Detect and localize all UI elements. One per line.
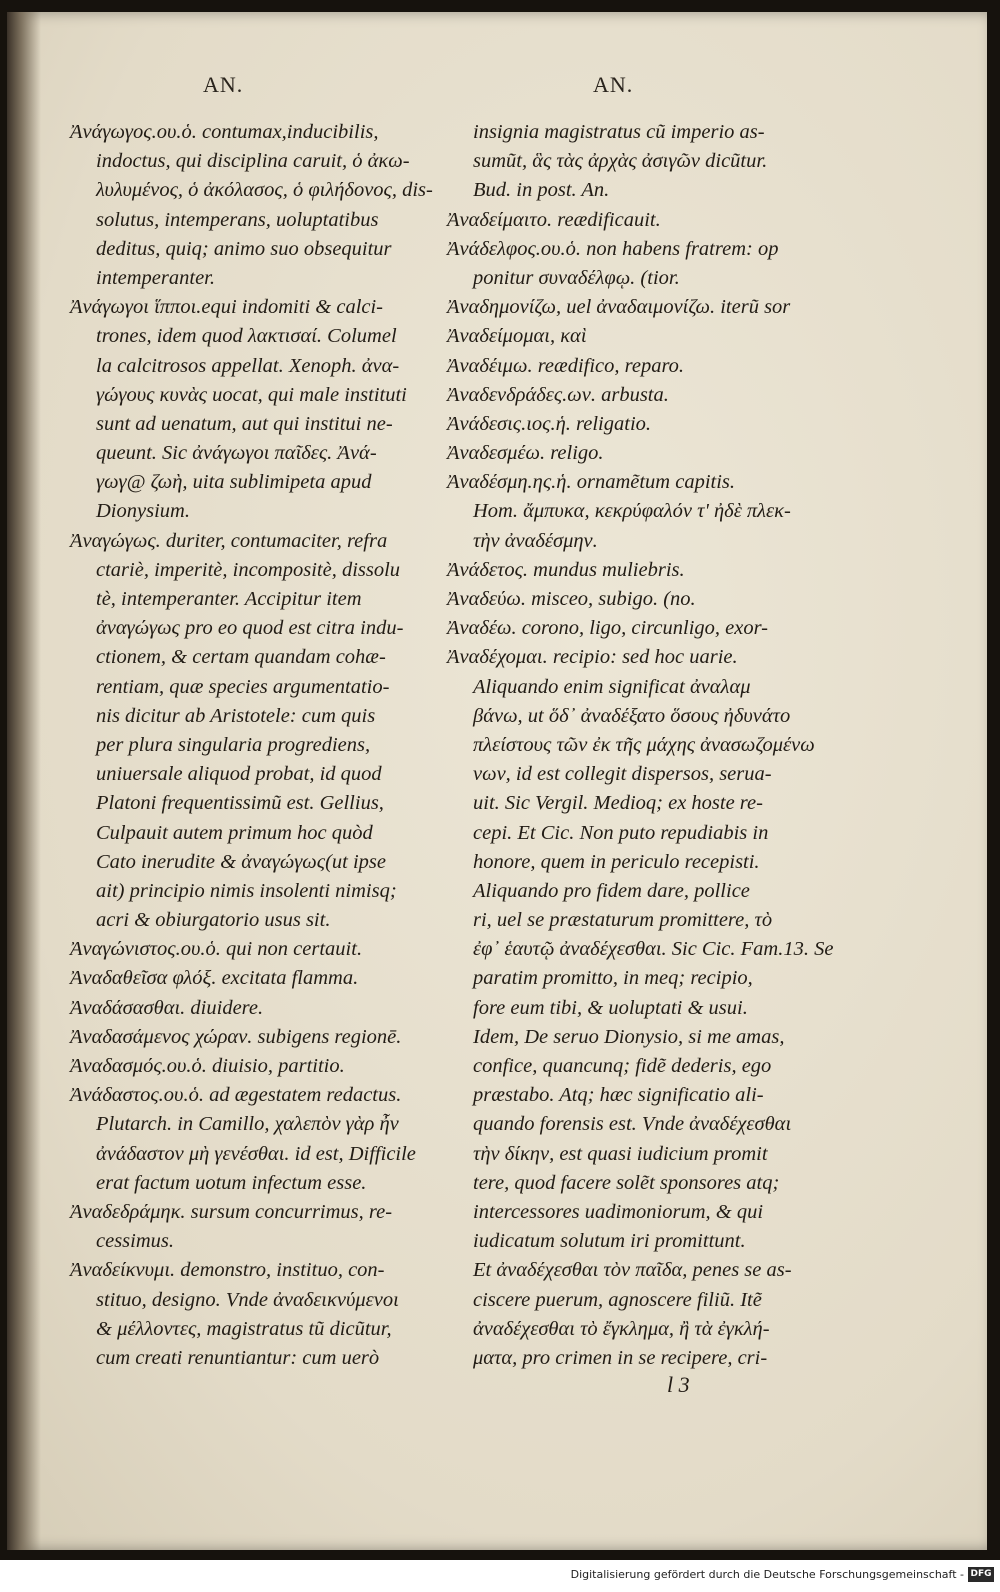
text-line: cum creati renuntiantur: cum uerò [96, 1346, 380, 1369]
text-line: λυλυμένος, ὁ ἀκόλασος, ὁ φιλήδονος, dis- [96, 179, 433, 202]
text-line: fore eum tibi, & uoluptati & usui. [473, 996, 748, 1019]
text-line: Ἀνάγωγοι ἵπποι.equi indomiti & calci- [70, 296, 384, 319]
text-line: Ἀναδείμομαι, καὶ [447, 325, 587, 348]
text-line: Ἀνάδεσις.ιος.ἡ. religatio. [447, 412, 652, 435]
text-line: Ἀνάγωγος.ου.ὁ. contumax,inducibilis, [70, 121, 379, 143]
running-head-left: AN. [203, 72, 244, 97]
text-line: πλείστους τῶν ἐκ τῆς μάχης ἀνασωζομένω [473, 733, 815, 756]
text-line: Ἀναδείμαιτο. reædificauit. [447, 208, 661, 231]
text-line: nis dicitur ab Aristotele: cum quis [96, 704, 376, 727]
text-line: Ἀναδέσμη.ης.ἡ. ornamẽtum capitis. [447, 471, 736, 494]
text-line: Ἀνάδετος. mundus muliebris. [447, 558, 685, 581]
text-line: solutus, intemperans, uoluptatibus [96, 208, 379, 231]
text-line: ri, uel se præstaturum promittere, τὸ [473, 909, 773, 932]
text-line: quando forensis est. Vnde ἀναδέχεσθαι [473, 1113, 792, 1136]
text-line: ponitur συναδέλφῳ. (tior. [473, 266, 680, 289]
text-line: Aliquando enim significat ἀναλαμ [473, 675, 751, 698]
text-line: honore, quem in periculo recepisti. [473, 850, 760, 873]
text-line: cessimus. [96, 1230, 175, 1253]
book-page [7, 12, 987, 1550]
text-line: & μέλλοντες, magistratus tũ dicũtur, [96, 1317, 392, 1340]
text-line: deditus, quiq; animo suo obsequitur [96, 237, 392, 260]
text-line: cepi. Et Cic. Non puto repudiabis in [473, 821, 769, 844]
running-head-right: AN. [593, 72, 634, 97]
dfg-logo: DFG [968, 1567, 994, 1582]
text-line: Dionysium. [96, 500, 190, 523]
text-line: Hom. ἄμπυκα, κεκρύφαλόν τ' ἠδὲ πλεκ- [473, 500, 791, 523]
text-line: uniuersale aliquod probat, id quod [96, 763, 382, 786]
text-line: tere, quod facere solẽt sponsores atq; [473, 1171, 780, 1194]
text-line: Bud. in post. An. [473, 179, 610, 202]
text-line: per plura singularia progrediens, [96, 733, 371, 756]
text-line: confice, quancunq; fidẽ dederis, ego [473, 1055, 772, 1077]
text-line: trones, idem quod λακτισαί. Columel [96, 325, 397, 348]
text-line: Ἀναδάσασθαι. diuidere. [70, 996, 264, 1019]
text-line: Ἀναδεσμέω. religo. [447, 442, 604, 465]
text-line: ctionem, & certam quandam cohæ- [96, 646, 386, 669]
text-line: indoctus, qui disciplina caruit, ὁ ἀκω- [96, 150, 410, 173]
footer-credit: Digitalisierung gefördert durch die Deutsche Forschungsgemeinschaft - [570, 1568, 964, 1581]
text-line: γωγ@ ζωὴ, uita sublimipeta apud [96, 471, 372, 494]
text-line: Plutarch. in Camillo, χαλεπὸν γὰρ ἦν [96, 1113, 399, 1136]
text-line: ἀναγώγως pro eo quod est citra indu- [96, 617, 404, 640]
text-line: stituo, designo. Vnde ἀναδεικνύμενοι [96, 1288, 399, 1311]
text-line: Ἀναδέιμω. reædifico, reparo. [447, 354, 685, 377]
text-line: queunt. Sic ἀνάγωγοι παῖδες. Ἀνά- [96, 442, 377, 465]
text-line: Ἀναδασάμενος χώραν. subigens regionē. [70, 1025, 402, 1048]
digitization-footer [0, 1560, 1000, 1592]
text-line: Ἀναδέχομαι. recipio: sed hoc uarie. [447, 646, 738, 669]
text-line: Idem, De seruo Dionysio, si me amas, [473, 1025, 785, 1048]
text-line: ἀναδέχεσθαι τὸ ἔγκλημα, ἢ τὰ ἐγκλή- [473, 1317, 770, 1340]
text-line: Et ἀναδέχεσθαι τὸν παῖδα, penes se as- [473, 1259, 792, 1282]
text-line: uit. Sic Vergil. Medioq; ex hoste re- [473, 792, 763, 815]
text-line: intercessores uadimoniorum, & qui [473, 1200, 764, 1223]
text-line: ciscere puerum, agnoscere filiũ. Itẽ [473, 1288, 762, 1311]
text-line: la calcitrosos appellat. Xenoph. ἀνα- [96, 354, 400, 377]
text-line: Ἀναδασμός.ου.ὁ. diuisio, partitio. [70, 1055, 345, 1077]
text-line: βάνω, ut ὅδ᾽ ἀναδέξατο ὅσους ἠδυνάτο [473, 704, 791, 727]
text-line: νων, id est collegit dispersos, serua- [473, 763, 772, 786]
text-line: Ἀναδεύω. misceo, subigo. (no. [447, 588, 696, 610]
text-line: Platoni frequentissimũ est. Gellius, [96, 792, 384, 815]
text-line: Ἀναγώγως. duriter, contumaciter, refra [70, 529, 388, 552]
text-line: Culpauit autem primum hoc quòd [96, 821, 373, 844]
text-line: ἀνάδαστον μὴ γενέσθαι. id est, Difficile [96, 1142, 416, 1165]
text-line: ἐφ᾽ ἑαυτῷ ἀναδέχεσθαι. Sic Cic. Fam.13. Se [473, 938, 834, 961]
text-line: præstabo. Atq; hæc significatio ali- [473, 1084, 764, 1107]
text-line: ait) principio nimis insolenti nimisq; [96, 879, 397, 902]
text-line: erat factum uotum infectum esse. [96, 1171, 367, 1194]
text-line: Ἀναδαθεῖσα φλόξ. excitata flamma. [70, 967, 359, 990]
left-column [70, 118, 440, 1373]
text-line: sumũt, ἃς τὰς ἀρχὰς ἀσιγῶν dicũtur. [473, 150, 768, 173]
text-line: Ἀναδέω. corono, ligo, circunligo, exor- [447, 617, 769, 640]
text-line: acri & obiurgatorio usus sit. [96, 909, 331, 932]
text-line: Ἀνάδαστος.ου.ὁ. ad ægestatem redactus. [70, 1084, 402, 1107]
text-line: iudicatum solutum iri promittunt. [473, 1230, 746, 1253]
text-line: γώγους κυνὰς uocat, qui male instituti [96, 383, 407, 406]
text-line: Ἀναγώνιστος.ου.ὁ. qui non certauit. [70, 938, 363, 961]
text-line: Ἀναδείκνυμι. demonstro, instituo, con- [70, 1259, 385, 1282]
text-line: paratim promitto, in meq; recipio, [473, 967, 753, 990]
text-line: ctariè, imperitè, incompositè, dissolu [96, 558, 401, 581]
text-line: Ἀναδεδράμηκ. sursum concurrimus, re- [70, 1200, 393, 1223]
text-line: Ἀνάδελφος.ου.ὁ. non habens fratrem: op [447, 237, 779, 260]
signature-mark: l 3 [667, 1372, 690, 1397]
text-line: ματα, pro crimen in se recipere, cri- [473, 1346, 768, 1369]
text-line: Aliquando pro fidem dare, pollice [473, 879, 750, 902]
text-line: τὴν ἀναδέσμην. [473, 529, 598, 552]
text-line: intemperanter. [96, 266, 215, 289]
page-gutter [7, 12, 41, 1550]
text-line: τὴν δίκην, est quasi iudicium promit [473, 1142, 768, 1165]
right-column [447, 118, 834, 1373]
text-line: tè, intemperanter. Accipitur item [96, 588, 362, 610]
text-line: Ἀναδενδράδες.ων. arbusta. [447, 383, 669, 406]
text-line: Ἀναδημονίζω, uel ἀναδαιμονίζω. iterũ sor [447, 296, 791, 319]
text-line: sunt ad uenatum, aut qui institui ne- [96, 412, 393, 435]
text-line: rentiam, quæ species argumentatio- [96, 675, 390, 698]
text-line: insignia magistratus cũ imperio as- [473, 121, 765, 143]
text-line: Cato inerudite & ἀναγώγως(ut ipse [96, 850, 386, 873]
